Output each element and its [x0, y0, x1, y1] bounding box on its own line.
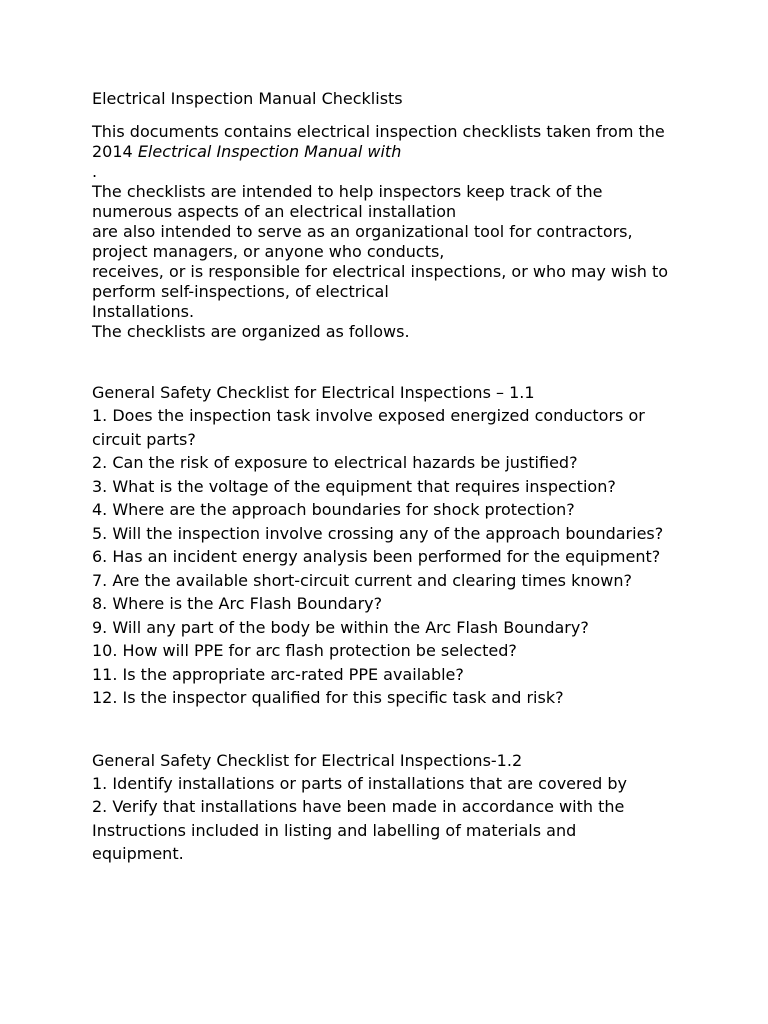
- checklist-item: 3. What is the voltage of the equipment that requires inspection?: [92, 476, 616, 496]
- section-1-title: General Safety Checklist for Electrical Inspections – 1.1: [92, 383, 535, 402]
- section-2-title: General Safety Checklist for Electrical Inspections-1.2: [92, 750, 523, 770]
- intro-paragraph: [92, 122, 708, 342]
- checklist-item: 6. Has an incident energy analysis been performed for the equipment?: [92, 547, 661, 566]
- intro-line: [92, 142, 708, 162]
- checklist-item: 5. Will the inspection involve crossing any of the approach boundaries?: [92, 523, 664, 543]
- intro-line: project managers, or anyone who conducts,: [92, 242, 445, 261]
- checklist-item: 12. Is the inspector qualified for this specific task and risk?: [92, 688, 564, 707]
- intro-line: The checklists are organized as follows.: [92, 322, 410, 341]
- checklist-item: 1. Identify installations or parts of installations that are covered by: [92, 773, 627, 793]
- checklist-item: 11. Is the appropriate arc-rated PPE available?: [92, 664, 464, 684]
- intro-line: numerous aspects of an electrical installation: [92, 202, 457, 221]
- checklist-item: 9. Will any part of the body be within the Arc Flash Boundary?: [92, 617, 589, 637]
- checklist-item: Instructions included in listing and labelling of materials and: [92, 820, 577, 840]
- intro-line: Installations.: [92, 302, 195, 321]
- checklist-item: 7. Are the available short-circuit current and clearing times known?: [92, 570, 632, 590]
- checklist-item: circuit parts?: [92, 429, 196, 449]
- section-1-checklist-b: [92, 569, 708, 710]
- section-1-checklist-a: [92, 404, 708, 569]
- checklist-item: 1. Does the inspection task involve exposed energized conductors or: [92, 406, 645, 425]
- intro-line: are also intended to serve as an organizational tool for contractors,: [92, 222, 633, 241]
- checklist-item: 10. How will PPE for arc flash protection be selected?: [92, 641, 517, 660]
- checklist-item: 2. Can the risk of exposure to electrical hazards be justified?: [92, 453, 578, 472]
- intro-line-prefix: 2014: [92, 142, 138, 161]
- intro-line: This documents contains electrical inspection checklists taken from the: [92, 122, 665, 141]
- checklist-item: 4. Where are the approach boundaries for shock protection?: [92, 500, 575, 519]
- checklist-item: 8. Where is the Arc Flash Boundary?: [92, 594, 383, 613]
- intro-line: .: [92, 162, 98, 181]
- intro-line: perform self-inspections, of electrical: [92, 282, 389, 301]
- intro-line: The checklists are intended to help inspectors keep track of the: [92, 182, 603, 201]
- section-2-checklist: [92, 772, 708, 866]
- manual-title-italic: Electrical Inspection Manual with: [137, 142, 402, 161]
- checklist-item: equipment.: [92, 844, 184, 863]
- checklist-item: 2. Verify that installations have been made in accordance with the: [92, 797, 625, 816]
- intro-line: receives, or is responsible for electrical inspections, or who may wish to: [92, 262, 669, 281]
- document-title: Electrical Inspection Manual Checklists: [92, 89, 403, 108]
